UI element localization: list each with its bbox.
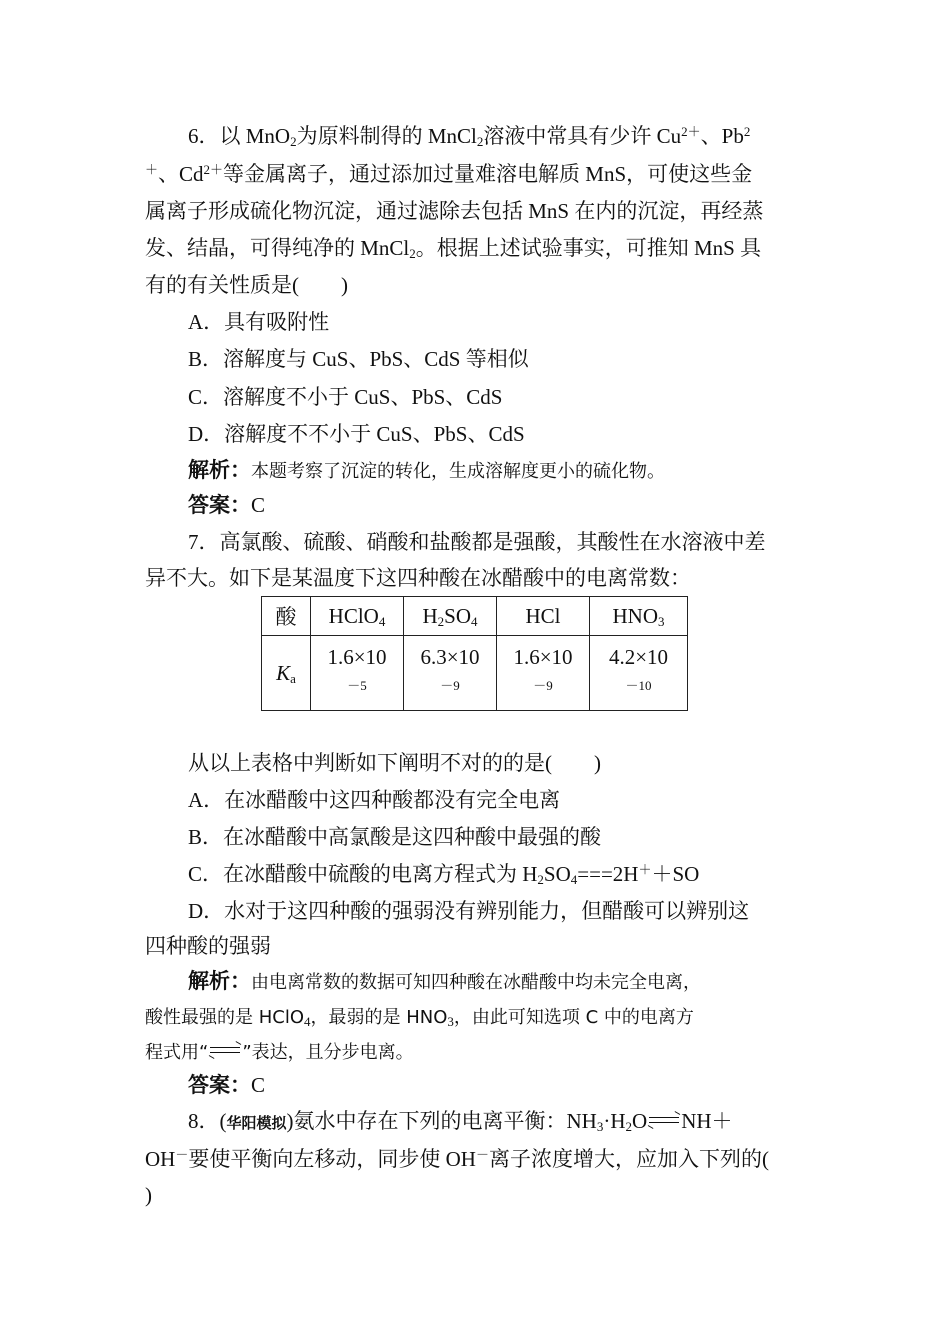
q7-stem-line-2: 异不大。如下是某温度下这四种酸在冰醋酸中的电离常数：	[145, 566, 691, 590]
q7-answer: 答案：C	[188, 1073, 266, 1097]
q6-option-d: D．溶解度不不小于 CuS、PbS、CdS	[188, 422, 525, 446]
q7-analysis-line-2: 酸性最强的是 HClO$_4$，最弱的是 $HNO_3$，由此可知选项 C 中的电离方	[145, 1007, 694, 1029]
table-header-hcl: HCl	[497, 597, 590, 636]
table-cell-h2so4-ka: 6.3×10 －9	[404, 636, 497, 711]
q6-analysis: 解析：本题考察了沉淀的转化，生成溶解度更小的硫化物。	[188, 458, 665, 482]
q7-analysis-line-1: 解析：由电离常数的数据可知四种酸在冰醋酸中均未完全电离，	[188, 969, 701, 993]
q6-stem-line-5: 有的有关性质是( )	[145, 273, 348, 297]
table-cell-hcl-ka: 1.6×10 －9	[497, 636, 590, 711]
q6-stem-line-2: ＋、$Cd^{2+}$等金属离子，通过添加过量难溶电解质 MnS，可使这些金	[145, 162, 753, 186]
q8-stem-line-3: )	[145, 1183, 152, 1207]
q6-option-b: B．溶解度与 CuS、PbS、CdS 等相似	[188, 347, 529, 371]
q7-option-b: B．在冰醋酸中高氯酸是这四种酸中最强的酸	[188, 825, 602, 849]
q7-option-a: A．在冰醋酸中这四种酸都没有完全电离	[188, 788, 561, 812]
table-header-hclo4: HClO$_4$	[311, 597, 404, 636]
equilibrium-arrow-icon	[647, 1114, 681, 1126]
table-header-h2so4: $H_2SO_4$	[404, 597, 497, 636]
q6-option-c: C．溶解度不小于 CuS、PbS、CdS	[188, 385, 503, 409]
q7-question: 从以上表格中判断如下阐明不对的的是( )	[188, 751, 601, 775]
q7-option-d-line-1: D．水对于这四种酸的强弱没有辨别能力，但醋酸可以辨别这	[188, 899, 750, 923]
q6-stem-line-4: 发、结晶，可得纯净的 MnCl$_2$。根据上述试验事实，可推知 MnS 具	[145, 236, 762, 261]
reversible-arrow-icon	[208, 1044, 242, 1056]
q7-option-c: C．在冰醋酸中硫酸的电离方程式为 $H_2SO_4===2H^++SO$	[188, 862, 700, 887]
q6-option-a: A．具有吸附性	[188, 310, 330, 334]
q8-stem-line-2: OH－要使平衡向左移动，同步使 OH－离子浓度增大，应加入下列的(	[145, 1147, 769, 1171]
table-cell-hno3-ka: 4.2×10 －10	[590, 636, 688, 711]
table-header-row	[262, 597, 688, 636]
q6-answer: 答案：C	[188, 493, 266, 517]
q8-stem-line-1: 8．(华阳模拟)氨水中存在下列的电离平衡：$NH_3\cdot H_2O$ NH＋	[188, 1109, 733, 1134]
q6-stem-line-1: 6．以 MnO$_2$为原料制得的 MnCl$_2$溶液中常具有少许 $Cu^{2+}$、Pb$^2$	[188, 124, 751, 149]
q7-stem-line-1: 7．高氯酸、硫酸、硝酸和盐酸都是强酸，其酸性在水溶液中差	[188, 530, 766, 554]
q6-stem-line-3: 属离子形成硫化物沉淀，通过滤除去包括 MnS 在内的沉淀，再经蒸	[145, 199, 764, 223]
table-header-hno3: $HNO_3$	[590, 597, 688, 636]
ionization-constant-table	[261, 596, 688, 711]
table-header-acid: 酸	[262, 597, 311, 636]
table-cell-hclo4-ka: 1.6×10 －5	[311, 636, 404, 711]
q7-analysis-line-3: 程式用“ ”表达，且分步电离。	[145, 1042, 414, 1063]
table-ka-label: $K_a$	[262, 636, 311, 711]
q7-option-d-line-2: 四种酸的强弱	[145, 934, 271, 958]
table-ka-row	[262, 636, 688, 711]
